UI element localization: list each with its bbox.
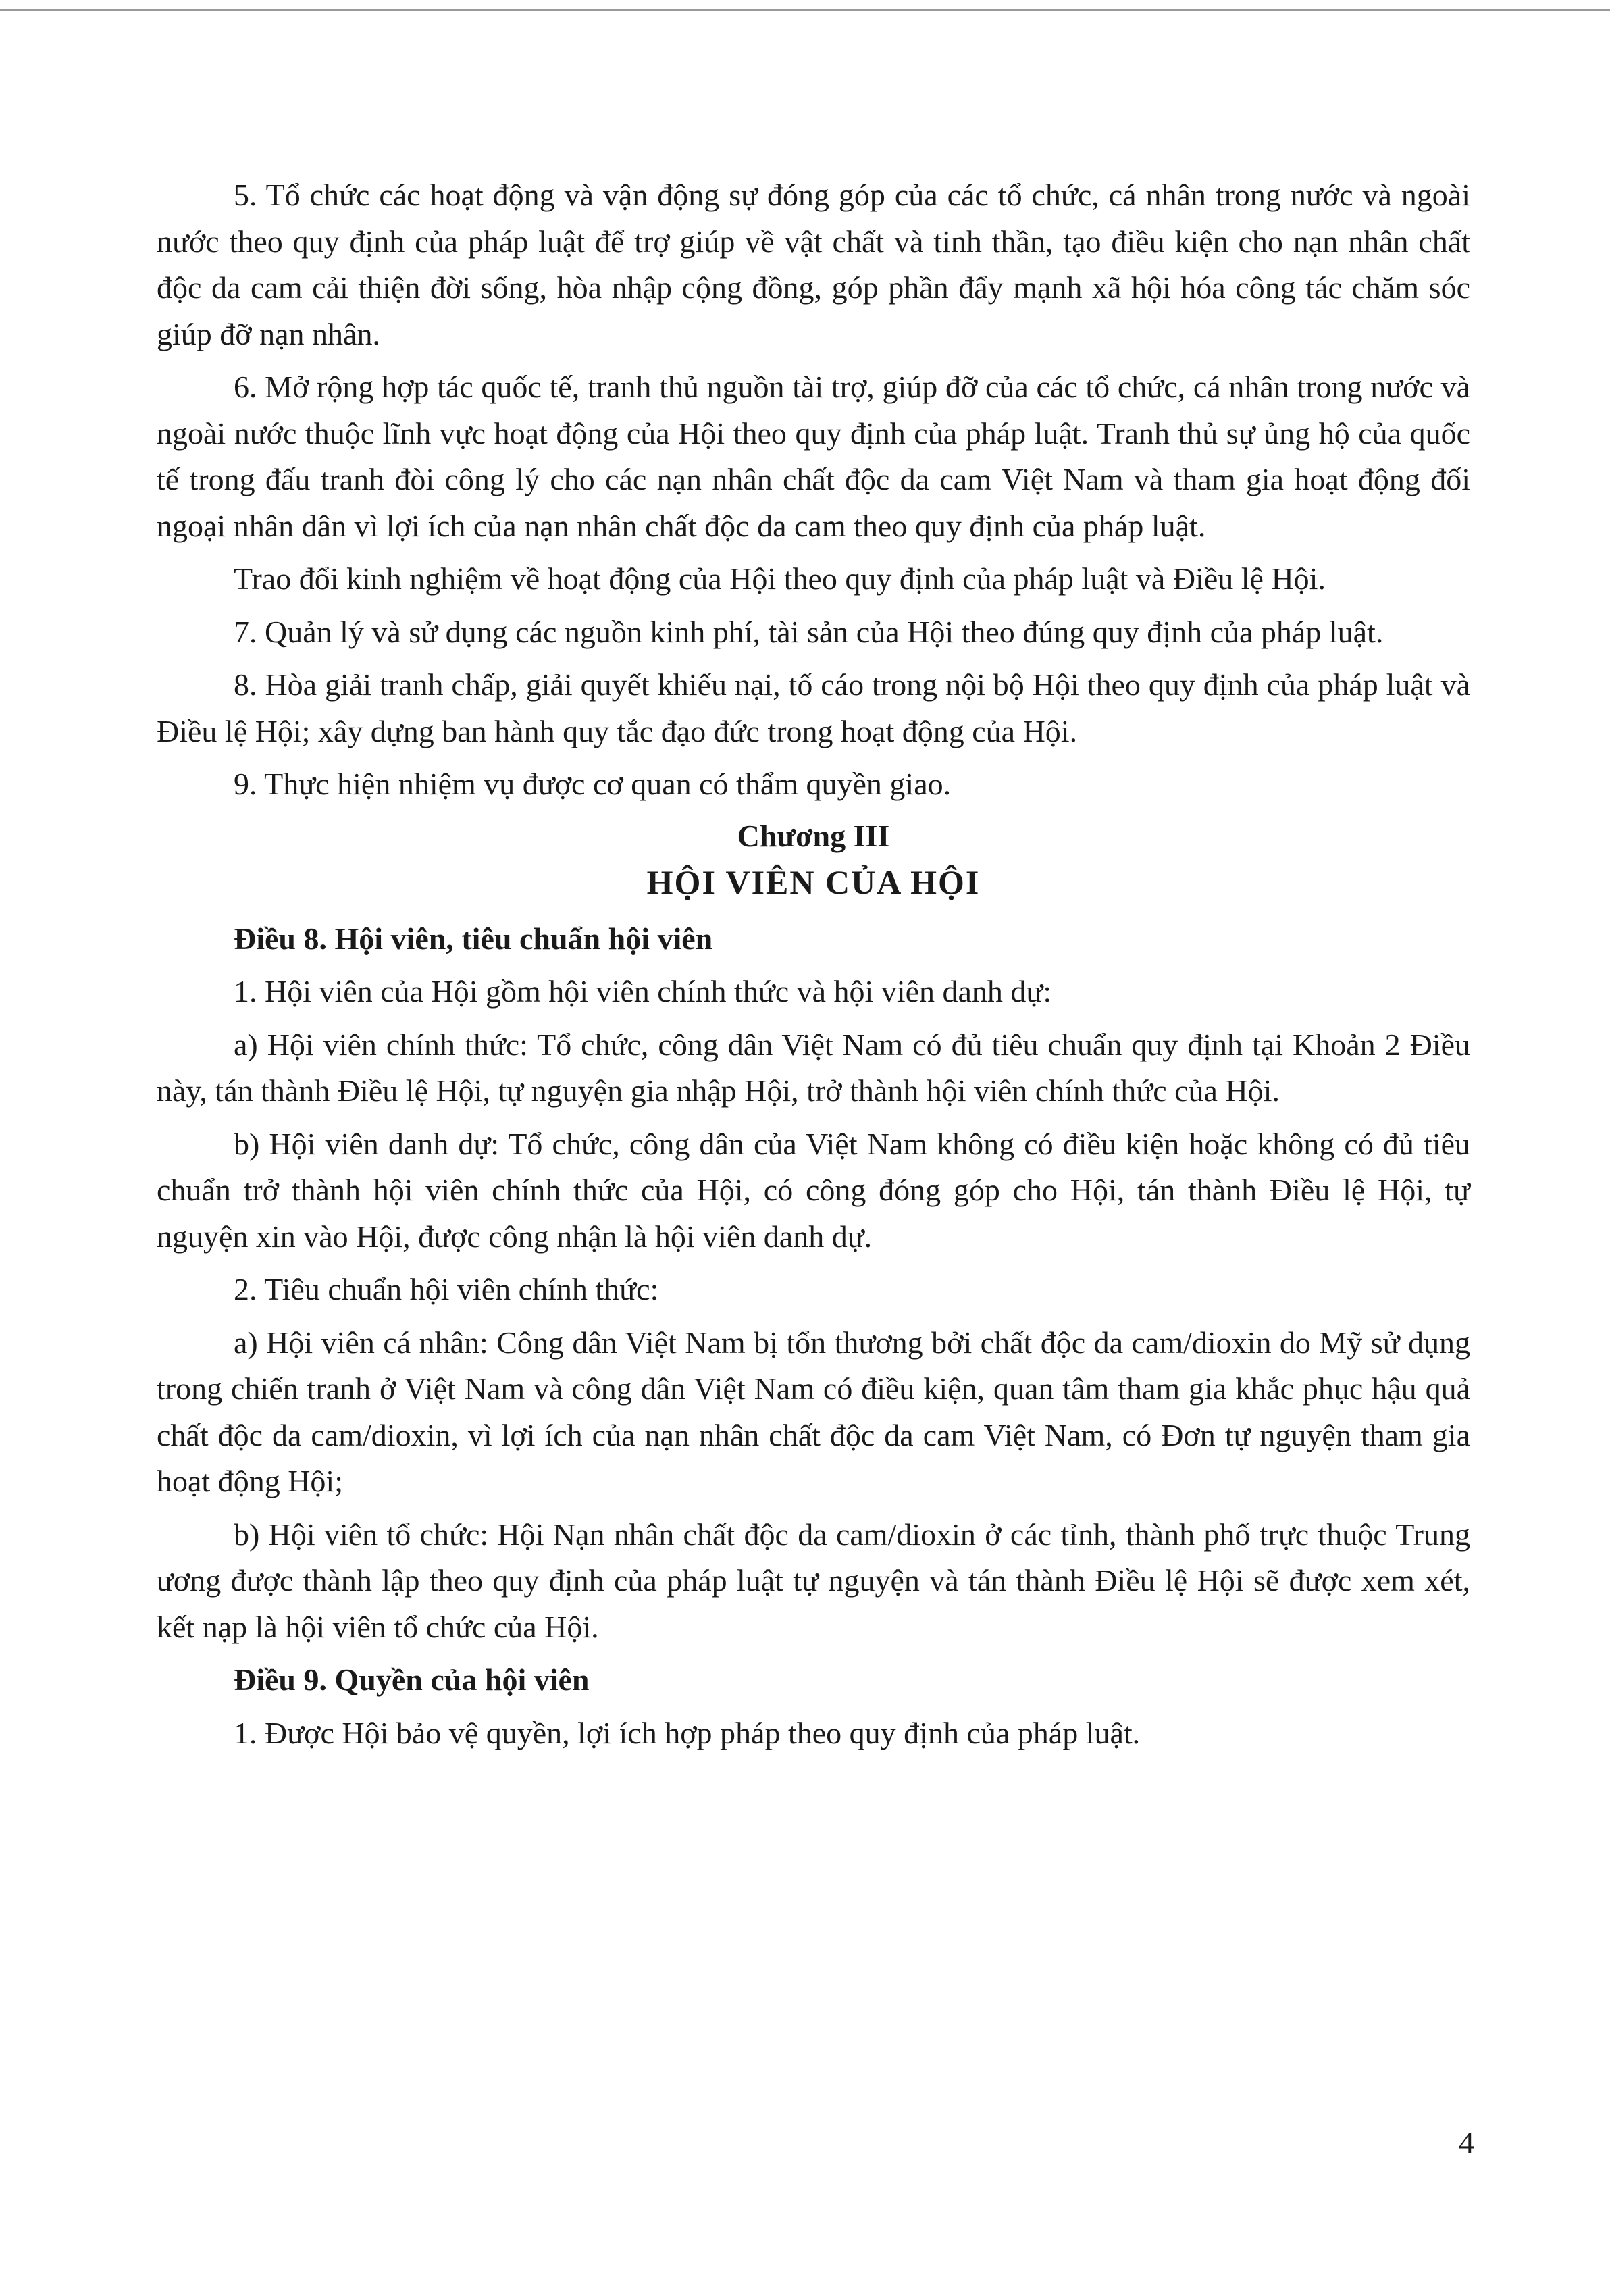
article-8-clause-2a: a) Hội viên cá nhân: Công dân Việt Nam bị tổn thương bởi chất độc da cam/dioxin do Mỹ sử dụng trong chiến tranh ở Việt Nam và công dân Việt Nam có điều kiện, quan tâm tham gia khắc phục hậu quả chất độc da cam/dioxin, vì lợi ích của nạn nhân chất độc da cam Việt Nam, có Đơn tự nguyện tham gia hoạt động Hội;	[157, 1325, 1470, 1498]
article-8-clause-1b: b) Hội viên danh dự: Tổ chức, công dân của Việt Nam không có điều kiện hoặc không có đủ tiêu chuẩn trở thành hội viên chính thức của Hội, có công đóng góp cho Hội, tán thành Điều lệ Hội, tự nguyện xin vào Hội, được công nhận là hội viên danh dự.	[157, 1126, 1470, 1254]
chapter-number: Chương III	[737, 818, 890, 853]
document-page	[157, 172, 1470, 1763]
page-number: 4	[1459, 2125, 1474, 2160]
article-9-heading: Điều 9. Quyền của hội viên	[234, 1662, 590, 1697]
paragraph-item-5: 5. Tổ chức các hoạt động và vận động sự đóng góp của các tổ chức, cá nhân trong nước và ngoài nước theo quy định của pháp luật để trợ giúp về vật chất và tinh thần, tạo điều kiện cho nạn nhân chất độc da cam cải thiện đời sống, hòa nhập cộng đồng, góp phần đẩy mạnh xã hội hóa công tác chăm sóc giúp đỡ nạn nhân.	[157, 178, 1470, 351]
top-border-rule	[0, 9, 1610, 11]
paragraph-item-6: 6. Mở rộng hợp tác quốc tế, tranh thủ nguồn tài trợ, giúp đỡ của các tổ chức, cá nhân trong nước và ngoài nước thuộc lĩnh vực hoạt động của Hội theo quy định của pháp luật. Tranh thủ sự ủng hộ của quốc tế trong đấu tranh đòi công lý cho các nạn nhân chất độc da cam Việt Nam và tham gia hoạt động đối ngoại nhân dân vì lợi ích của nạn nhân chất độc da cam theo quy định của pháp luật.	[157, 369, 1470, 543]
paragraph-item-9: 9. Thực hiện nhiệm vụ được cơ quan có thẩm quyền giao.	[234, 767, 952, 801]
chapter-title: HỘI VIÊN CỦA HỘI	[646, 863, 981, 901]
article-9-clause-1: 1. Được Hội bảo vệ quyền, lợi ích hợp pháp theo quy định của pháp luật.	[234, 1715, 1141, 1750]
article-8-clause-2: 2. Tiêu chuẩn hội viên chính thức:	[234, 1272, 659, 1306]
paragraph-exchange: Trao đổi kinh nghiệm về hoạt động của Hội theo quy định của pháp luật và Điều lệ Hội.	[234, 561, 1326, 596]
article-8-clause-1a: a) Hội viên chính thức: Tổ chức, công dân Việt Nam có đủ tiêu chuẩn quy định tại Khoản 2 Điều này, tán thành Điều lệ Hội, tự nguyện gia nhập Hội, trở thành hội viên chính thức của Hội.	[157, 1027, 1470, 1108]
chapter-heading	[157, 815, 1470, 907]
article-8-clause-1: 1. Hội viên của Hội gồm hội viên chính thức và hội viên danh dự:	[234, 974, 1052, 1009]
article-8-clause-2b: b) Hội viên tổ chức: Hội Nạn nhân chất độc da cam/dioxin ở các tỉnh, thành phố trực thuộc Trung ương được thành lập theo quy định của pháp luật tự nguyện và tán thành Điều lệ Hội sẽ được xem xét, kết nạp là hội viên tổ chức của Hội.	[157, 1516, 1470, 1644]
article-8-heading: Điều 8. Hội viên, tiêu chuẩn hội viên	[234, 921, 713, 956]
paragraph-item-7: 7. Quản lý và sử dụng các nguồn kinh phí, tài sản của Hội theo đúng quy định của pháp luật.	[234, 614, 1384, 649]
paragraph-item-8: 8. Hòa giải tranh chấp, giải quyết khiếu nại, tố cáo trong nội bộ Hội theo quy định của pháp luật và Điều lệ Hội; xây dựng ban hành quy tắc đạo đức trong hoạt động của Hội.	[157, 667, 1470, 748]
